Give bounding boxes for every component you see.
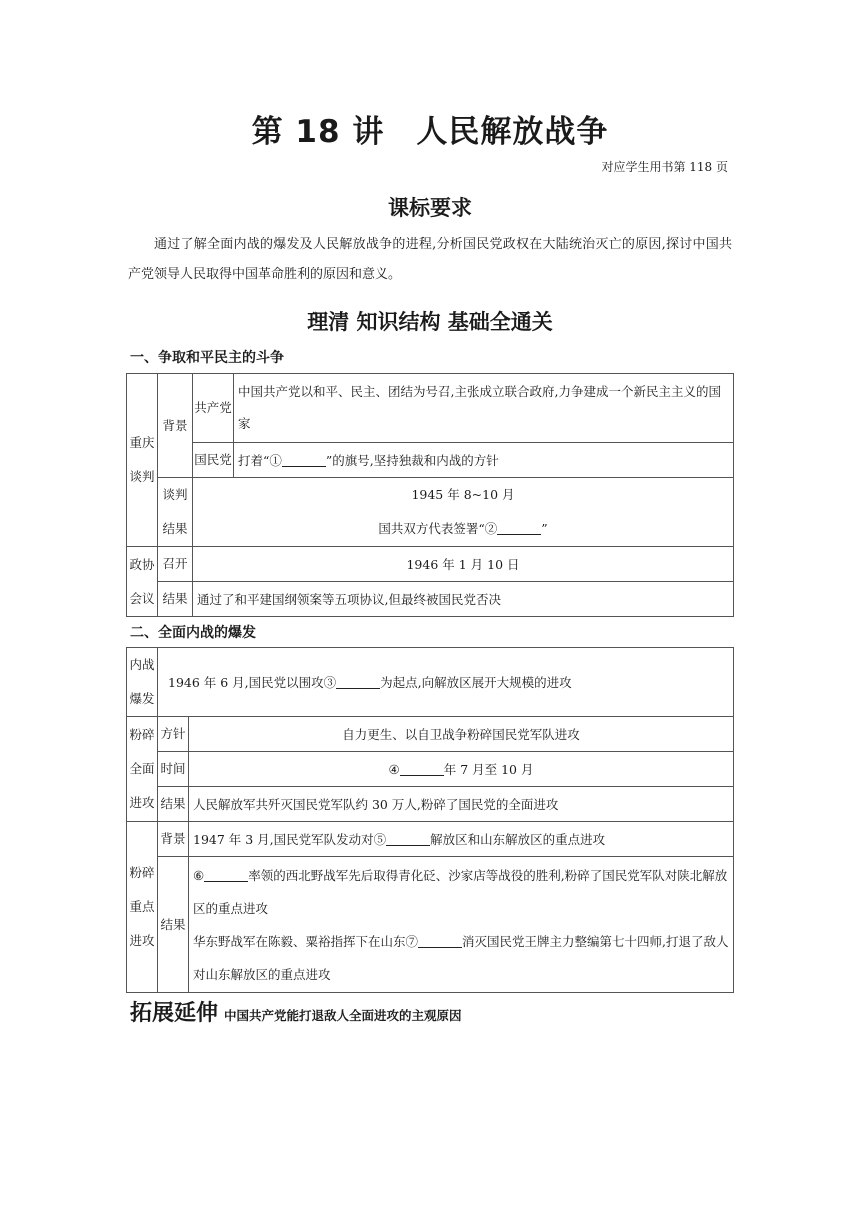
time-text: ④ 年 7 月至 10 月 <box>189 752 734 787</box>
smash-full-label: 粉碎全面进攻 <box>127 717 158 822</box>
cpc-label: 共产党 <box>193 374 234 443</box>
time-label: 时间 <box>158 752 189 787</box>
pcc-result-text: 通过了和平建国纲领案等五项协议,但最终被国民党否决 <box>193 582 734 617</box>
blank-7[interactable] <box>418 934 462 948</box>
full-result-label: 结果 <box>158 787 189 822</box>
blank-3[interactable] <box>336 676 380 690</box>
chongqing-background-label: 背景 <box>158 374 193 478</box>
smash-key-label: 粉碎重点进攻 <box>127 822 158 993</box>
key-result-label: 结果 <box>158 857 189 993</box>
policy-text: 自力更生、以自卫战争粉碎国民党军队进攻 <box>189 717 734 752</box>
key-background-text: 1947 年 3 月,国民党军队发动对⑤ 解放区和山东解放区的重点进攻 <box>189 822 734 857</box>
kmt-label: 国民党 <box>193 443 234 478</box>
cpc-text: 中国共产党以和平、民主、团结为号召,主张成立联合政府,力争建成一个新民主主义的国家 <box>234 374 734 443</box>
curriculum-heading: 课标要求 <box>388 196 472 220</box>
section1-table <box>126 373 734 617</box>
structure-heading: 理清 知识结构 基础全通关 <box>307 310 553 334</box>
full-result-text: 人民解放军共歼灭国民党军队约 30 万人,粉碎了国民党的全面进攻 <box>189 787 734 822</box>
outbreak-text: 1946 年 6 月,国民党以围攻③ 为起点,向解放区展开大规模的进攻 <box>158 648 734 717</box>
pcc-result-label: 结果 <box>158 582 193 617</box>
chongqing-label: 重庆谈判 <box>127 374 158 547</box>
blank-5[interactable] <box>386 833 430 847</box>
key-result-1: ⑥ 率领的西北野战军先后取得青化砭、沙家店等战役的胜利,粉碎了国民党军队对陕北解放区的重点进攻 <box>193 867 728 916</box>
curriculum-text: 通过了解全面内战的爆发及人民解放战争的进程,分析国民党政权在大陆统治灭亡的原因,探讨中国共产党领导人民取得中国革命胜利的原因和意义。 <box>128 237 732 282</box>
section2-table <box>126 647 734 993</box>
outbreak-label: 内战爆发 <box>127 648 158 717</box>
negotiation-result <box>193 478 734 547</box>
blank-2[interactable] <box>497 522 541 536</box>
section2-heading: 二、全面内战的爆发 <box>130 625 256 641</box>
extension-heading <box>130 996 462 1027</box>
key-background-label: 背景 <box>158 822 189 857</box>
pcc-open-date: 1946 年 1 月 10 日 <box>193 547 734 582</box>
key-result-text <box>189 857 734 993</box>
page-title: 第 18 讲 人民解放战争 <box>251 114 609 150</box>
blank-1[interactable] <box>282 454 326 468</box>
extension-subtitle: 中国共产党能打退敌人全面进攻的主观原因 <box>224 1008 462 1023</box>
extension-title: 拓展延伸 <box>130 1001 219 1026</box>
section1-heading: 一、争取和平民主的斗争 <box>130 350 284 366</box>
page-reference: 对应学生用书第 118 页 <box>601 160 728 174</box>
negotiation-date: 1945 年 8~10 月 <box>411 487 515 502</box>
negotiation-sign: 国共双方代表签署“② ” <box>378 521 548 536</box>
negotiation-result-label: 谈判结果 <box>158 478 193 547</box>
blank-4[interactable] <box>400 763 444 777</box>
pcc-label: 政协会议 <box>127 547 158 617</box>
pcc-open-label: 召开 <box>158 547 193 582</box>
blank-6[interactable] <box>204 868 248 882</box>
kmt-text: 打着“① ”的旗号,坚持独裁和内战的方针 <box>234 443 734 478</box>
policy-label: 方针 <box>158 717 189 752</box>
key-result-2: 华东野战军在陈毅、粟裕指挥下在山东⑦ 消灭国民党王牌主力整编第七十四师,打退了敌人对山东解放区的重点进攻 <box>193 933 729 982</box>
